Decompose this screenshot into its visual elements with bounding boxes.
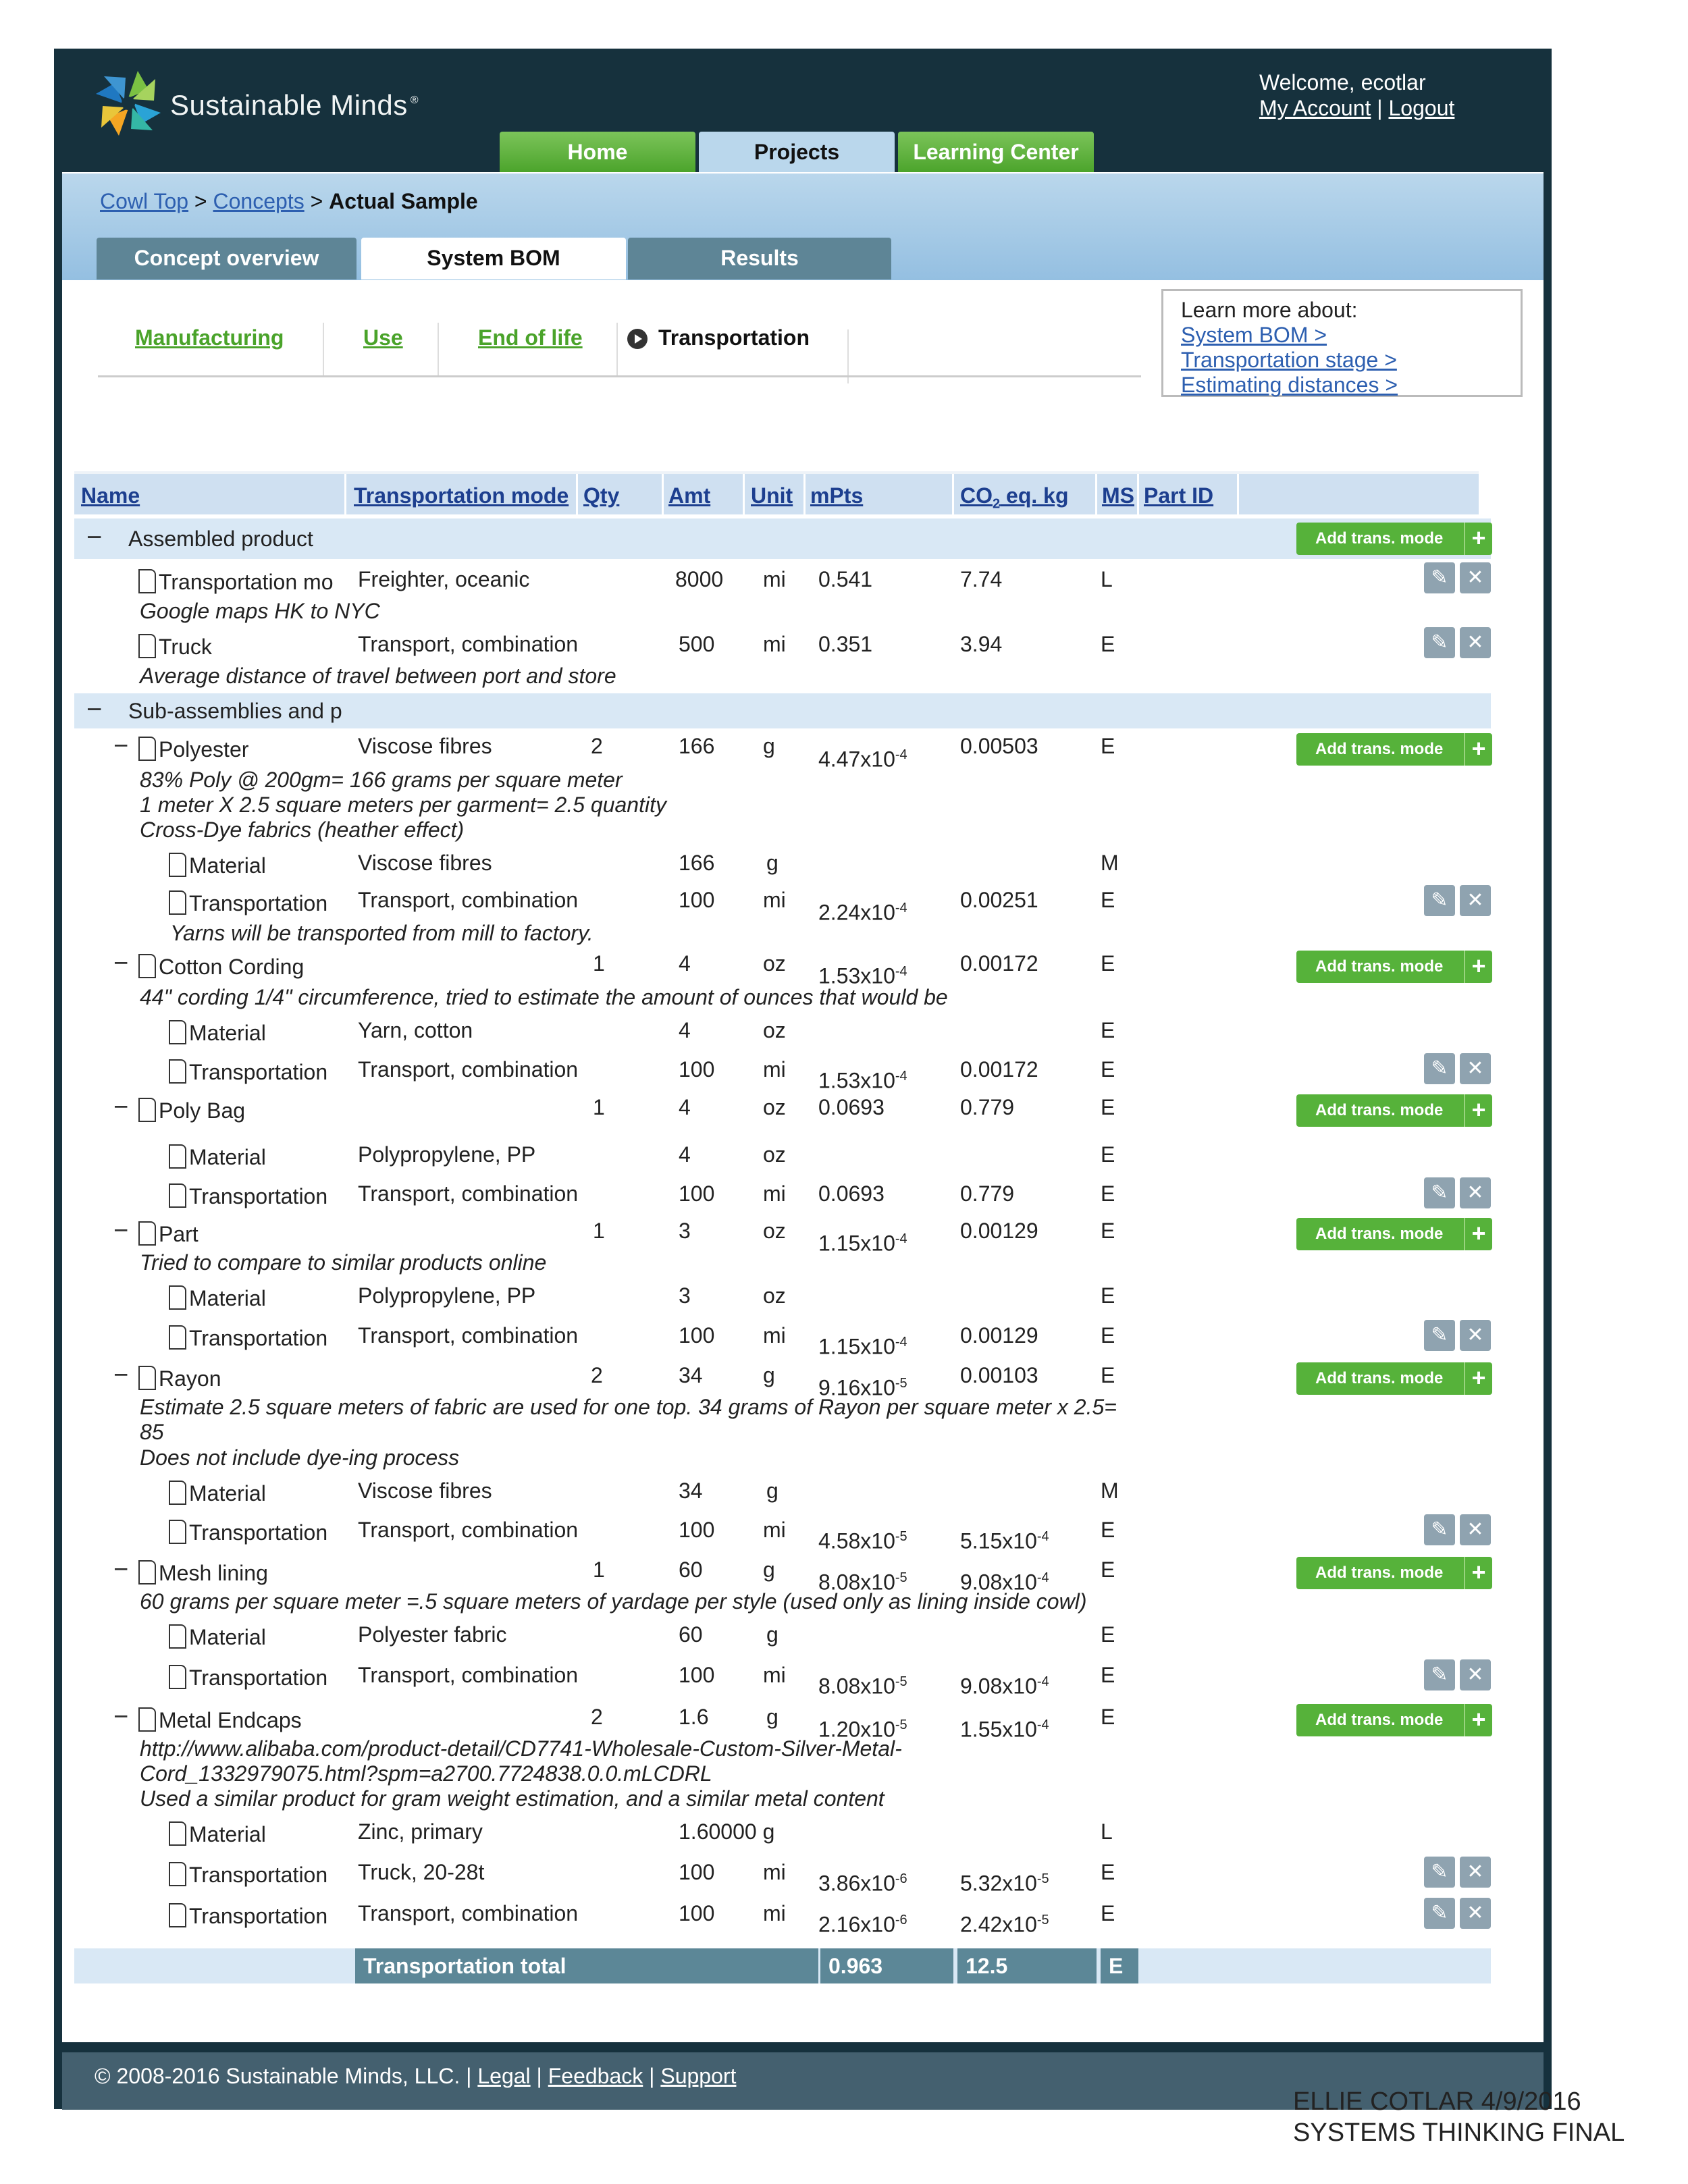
close-icon[interactable]: ✕ (1460, 562, 1491, 593)
brand-name: Sustainable Minds ® (170, 89, 419, 121)
play-circle-icon (627, 328, 648, 350)
subtab-end-of-life[interactable]: End of life (478, 325, 583, 350)
document-icon (169, 1862, 186, 1886)
logout-link[interactable]: Logout (1388, 96, 1455, 120)
document-icon (138, 1098, 156, 1122)
subtab-baseline (98, 375, 1141, 377)
pencil-icon[interactable]: ✎ (1424, 1320, 1455, 1351)
col-name[interactable]: Name (81, 483, 140, 508)
row-name[interactable]: Transportation mo (138, 568, 348, 595)
collapse-icon[interactable]: − (113, 949, 129, 978)
col-amt[interactable]: Amt (668, 483, 711, 508)
col-ms[interactable]: MS (1102, 483, 1134, 508)
close-icon[interactable]: ✕ (1460, 1514, 1491, 1545)
group-label: Sub-assemblies and p (128, 699, 342, 723)
pencil-icon[interactable]: ✎ (1424, 1898, 1455, 1929)
tab-system-bom[interactable]: System BOM (361, 238, 626, 279)
collapse-icon[interactable]: − (113, 1361, 129, 1389)
document-icon (138, 1221, 156, 1246)
support-link[interactable]: Support (660, 2064, 737, 2088)
material-row[interactable]: Material (169, 1480, 266, 1507)
collapse-icon[interactable]: − (113, 1217, 129, 1245)
add-trans-mode-button[interactable]: Add trans. mode + (1296, 733, 1492, 766)
row-mode: Transport, combination (358, 632, 579, 656)
document-icon (138, 569, 156, 593)
document-icon (138, 634, 156, 658)
row-amt: 8000 (675, 567, 724, 591)
document-icon (169, 1903, 186, 1927)
total-mpts: 0.963 (818, 1948, 953, 1983)
tab-learning-center[interactable]: Learning Center (898, 132, 1094, 174)
pencil-icon[interactable]: ✎ (1424, 562, 1455, 593)
my-account-link[interactable]: My Account (1259, 96, 1371, 120)
pencil-icon[interactable]: ✎ (1424, 1177, 1455, 1208)
document-icon (169, 1481, 186, 1505)
subtab-use[interactable]: Use (363, 325, 403, 350)
row-unit: mi (763, 632, 786, 656)
document-icon (169, 1183, 186, 1208)
material-row[interactable]: Material (169, 1624, 266, 1651)
collapse-icon[interactable]: − (86, 523, 103, 552)
row-mpts: 0.541 (818, 567, 873, 591)
pencil-icon[interactable]: ✎ (1424, 1857, 1455, 1888)
pencil-icon[interactable]: ✎ (1424, 627, 1455, 658)
learn-system-bom-link[interactable]: System BOM > (1181, 323, 1327, 347)
document-icon (169, 853, 186, 877)
document-icon (138, 1560, 156, 1584)
group-assembled-product (74, 518, 1491, 559)
document-icon (138, 1366, 156, 1390)
subtab-divider (438, 323, 439, 377)
document-icon (138, 1707, 156, 1732)
transportation-row[interactable]: Transportation (169, 1325, 327, 1352)
learn-distances-link[interactable]: Estimating distances > (1181, 373, 1398, 397)
breadcrumb-concepts[interactable]: Concepts (213, 189, 305, 213)
subtab-manufacturing[interactable]: Manufacturing (135, 325, 284, 350)
author-signature: ELLIE COTLAR 4/9/2016 SYSTEMS THINKING FINAL (1293, 2087, 1625, 2147)
part-name[interactable]: Poly Bag (138, 1097, 245, 1124)
row-name[interactable]: Truck (138, 633, 212, 660)
transportation-row[interactable]: Transportation (169, 1902, 327, 1929)
pencil-icon[interactable]: ✎ (1424, 1659, 1455, 1690)
close-icon[interactable]: ✕ (1460, 885, 1491, 916)
document-icon (169, 1285, 186, 1310)
row-note: Average distance of travel between port and store (140, 664, 616, 688)
row-ms: L (1101, 567, 1113, 591)
subtab-divider (323, 323, 324, 377)
group-label: Assembled product (128, 527, 313, 551)
document-icon (169, 1020, 186, 1044)
col-mpts[interactable]: mPts (810, 483, 864, 508)
add-trans-mode-button[interactable]: Add trans. mode + (1296, 1704, 1492, 1736)
add-trans-mode-button[interactable]: Add trans. mode + (1296, 1362, 1492, 1395)
close-icon[interactable]: ✕ (1460, 1898, 1491, 1929)
transportation-row[interactable]: Transportation (169, 1059, 327, 1086)
col-co2[interactable]: $CO_2$ eq. kg (960, 483, 1069, 512)
document-icon (169, 1665, 186, 1689)
document-icon (169, 1520, 186, 1544)
collapse-icon[interactable]: − (113, 732, 129, 760)
part-name[interactable]: Rayon (138, 1365, 221, 1392)
add-trans-mode-button[interactable]: Add trans. mode + (1296, 523, 1492, 555)
col-part-id[interactable]: Part ID (1144, 483, 1214, 508)
close-icon[interactable]: ✕ (1460, 1857, 1491, 1888)
pencil-icon[interactable]: ✎ (1424, 1053, 1455, 1084)
learn-transportation-link[interactable]: Transportation stage > (1181, 348, 1397, 372)
tab-concept-overview[interactable]: Concept overview (97, 238, 357, 279)
collapse-icon[interactable]: − (113, 1555, 129, 1584)
breadcrumb: Cowl Top > Concepts > Actual Sample (100, 189, 478, 213)
row-unit: mi (763, 567, 786, 591)
document-icon (169, 890, 186, 915)
document-icon (169, 1624, 186, 1649)
total-co2: 12.5 (957, 1948, 1097, 1983)
sustainable-minds-logo (91, 66, 165, 140)
copyright: © 2008-2016 Sustainable Minds, LLC. | (95, 2064, 472, 2088)
transportation-row[interactable]: Transportation (169, 890, 327, 917)
transportation-total-row (74, 1948, 1491, 1983)
table-header (74, 471, 1479, 514)
material-row[interactable]: Material (169, 1285, 266, 1312)
row-mode: Freighter, oceanic (358, 567, 530, 591)
close-icon[interactable]: ✕ (1460, 1177, 1491, 1208)
document-icon (138, 954, 156, 978)
close-icon[interactable]: ✕ (1460, 1053, 1491, 1084)
close-icon[interactable]: ✕ (1460, 1659, 1491, 1690)
row-ms: E (1101, 632, 1115, 656)
part-name[interactable]: Part (138, 1221, 199, 1248)
row-co2: 7.74 (960, 567, 1003, 591)
document-icon (138, 737, 156, 761)
pencil-icon[interactable]: ✎ (1424, 1514, 1455, 1545)
legal-link[interactable]: Legal (477, 2064, 531, 2088)
welcome-panel: Welcome, ecotlar My Account | Logout (1259, 70, 1455, 120)
tab-home[interactable]: Home (500, 132, 695, 174)
document-icon (169, 1821, 186, 1846)
transportation-row[interactable]: Transportation (169, 1519, 327, 1546)
col-unit[interactable]: Unit (751, 483, 793, 508)
document-icon (169, 1144, 186, 1169)
add-trans-mode-button[interactable]: Add trans. mode + (1296, 1557, 1492, 1589)
part-name[interactable]: Mesh lining (138, 1560, 268, 1587)
welcome-text: Welcome, ecotlar (1259, 70, 1426, 95)
transportation-row[interactable]: Transportation (169, 1183, 327, 1210)
learn-more-box (1161, 289, 1523, 397)
col-qty[interactable]: Qty (583, 483, 620, 508)
breadcrumb-current: Actual Sample (329, 189, 478, 213)
feedback-link[interactable]: Feedback (548, 2064, 643, 2088)
learn-more-title: Learn more about: (1181, 298, 1358, 322)
pencil-icon[interactable]: ✎ (1424, 885, 1455, 916)
add-trans-mode-button[interactable]: Add trans. mode + (1296, 951, 1492, 983)
group-sub-assemblies (74, 693, 1491, 728)
transportation-row[interactable]: Transportation (169, 1664, 327, 1691)
part-name[interactable]: Polyester (138, 736, 248, 763)
subtab-divider (616, 323, 618, 377)
part-name[interactable]: Cotton Cording (138, 953, 304, 980)
collapse-icon[interactable]: − (113, 1093, 129, 1121)
close-icon[interactable]: ✕ (1460, 1320, 1491, 1351)
material-row[interactable]: Material (169, 1821, 266, 1848)
collapse-icon[interactable]: − (113, 1703, 129, 1731)
row-amt: 500 (679, 632, 715, 656)
material-row[interactable]: Material (169, 1019, 266, 1046)
tab-results[interactable]: Results (628, 238, 891, 279)
footer: © 2008-2016 Sustainable Minds, LLC. | Legal | Feedback | Support (95, 2064, 737, 2088)
document-icon (169, 1325, 186, 1350)
row-note: Google maps HK to NYC (140, 599, 380, 623)
material-row[interactable]: Material (169, 1144, 266, 1171)
add-trans-mode-button[interactable]: Add trans. mode + (1296, 1218, 1492, 1250)
total-label: Transportation total (355, 1948, 828, 1983)
part-name[interactable]: Metal Endcaps (138, 1707, 302, 1734)
total-ms: E (1101, 1948, 1138, 1983)
document-icon (169, 1059, 186, 1084)
col-transportation-mode[interactable]: Transportation mode (354, 483, 569, 508)
tab-projects[interactable]: Projects (699, 132, 895, 174)
subtab-transportation[interactable]: Transportation (658, 325, 810, 350)
transportation-row[interactable]: Transportation (169, 1861, 327, 1888)
row-co2: 3.94 (960, 632, 1003, 656)
row-mpts: 0.351 (818, 632, 873, 656)
close-icon[interactable]: ✕ (1460, 627, 1491, 658)
add-trans-mode-button[interactable]: Add trans. mode + (1296, 1094, 1492, 1127)
collapse-icon[interactable]: − (86, 695, 103, 724)
breadcrumb-cowl-top[interactable]: Cowl Top (100, 189, 189, 213)
material-row[interactable]: Material (169, 852, 266, 879)
